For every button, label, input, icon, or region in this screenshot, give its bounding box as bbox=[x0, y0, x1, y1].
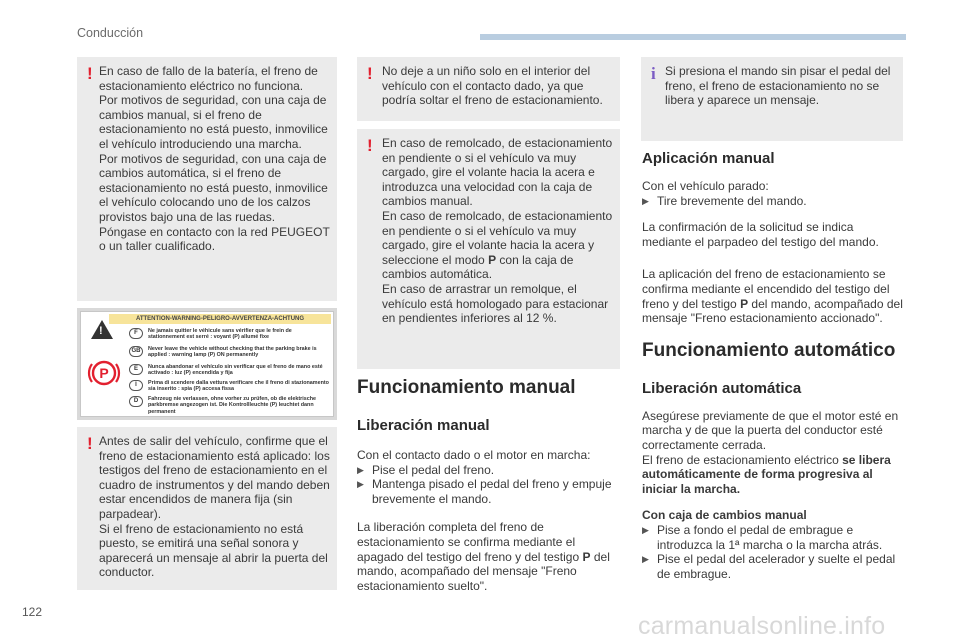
warning-text-exit: Antes de salir del vehículo, confirme que el freno de estacionamiento está aplicado: los testigos del freno de estacionamiento en el cuadro de instrumentos y del mando deben estar encendidos de manera fija (sin parpadear). Si el freno de estacionamiento no está puesto, se emitirá una señal sonora y aparecerá un mensaje al abrir la puerta del conductor. bbox=[99, 434, 330, 580]
list-item: ▶ Mantenga pisado el pedal del freno y empuje brevemente el mando. bbox=[357, 477, 612, 506]
warning-box-exit bbox=[77, 427, 337, 590]
label-row-gb: GB Never leave the vehicle without checking that the parking brake is applied : warning lamp (P) ON permanently bbox=[129, 346, 330, 359]
manual-application-confirmation: La aplicación del freno de estacionamiento se confirma mediante el encendido del testigo del freno y del testigo P del mando, acompañado del mensaje "Freno estacionamiento accionado". bbox=[642, 267, 903, 326]
warning-box-child bbox=[357, 57, 620, 121]
warning-text-towing: En caso de remolcado, de estacionamiento en pendiente o si el vehículo va muy cargado, gire el volante hacia la acera e introduzca una velocidad con la caja de cambios manual. En caso de remolcado, de estacionamiento en pendiente o si el vehículo va muy cargado, gire el volante hacia la acera y seleccione el modo P con la caja de cambios automática. En caso de arrastrar un remolque, el vehículo está homologado para estacionar en pendientes inferiores al 12 %. bbox=[382, 136, 613, 326]
header-bar bbox=[480, 34, 906, 40]
chapter-title: Conducción bbox=[77, 26, 144, 40]
warning-exclamation-icon: ! bbox=[367, 64, 373, 83]
list-item: ▶ Pise el pedal del freno. bbox=[357, 462, 495, 477]
heading-manual-application: Aplicación manual bbox=[642, 150, 775, 167]
automatic-release-description: El freno de estacionamiento eléctrico se libera automáticamente de forma progresiva al iniciar la marcha. bbox=[642, 452, 891, 496]
manual-application-intro: Con el vehículo parado: bbox=[642, 179, 769, 193]
heading-manual-operation: Funcionamiento manual bbox=[357, 377, 576, 398]
warning-exclamation-icon: ! bbox=[87, 434, 93, 453]
list-item: ▶ Tire brevemente del mando. bbox=[642, 193, 807, 208]
info-text-release: Si presiona el mando sin pisar el pedal del freno, el freno de estacionamiento no se libera y aparece un mensaje. bbox=[665, 64, 891, 108]
subheading-manual-release: Liberación manual bbox=[357, 417, 490, 434]
warning-exclamation-icon: ! bbox=[367, 136, 373, 155]
manual-gearbox-heading: Con caja de cambios manual bbox=[642, 508, 807, 523]
page-number: 122 bbox=[22, 605, 43, 619]
parking-brake-warning-label: ATTENTION-WARNING-PELIGRO-AVVERTENZA-ACHTUNG ! P F Ne jamais quitter le véhicule sans vérifier que le frein de stationnement est serré : voyant (P) allumé fixe GB Never leave the vehicle without checking that the parking brake is applied : warning lamp (P) ON permanently E Nunca abandonar el vehículo sin verificar que el freno de mano esté activado : luz (P) encendida y fija I Prima di scendere dalla vettura verificare che il freno di stazionamento sia inserito : spia (P) accesa fissa D Fahrzeug nie verlassen, ohne vorher zu prüfen, ob die elektrische parkbremse angezogen ist. Die Kontrollleuchte (P) leuchtet dann permanent bbox=[77, 308, 337, 420]
manual-application-blink: La confirmación de la solicitud se indica mediante el parpadeo del testigo del mando. bbox=[642, 220, 879, 249]
svg-text:P: P bbox=[99, 365, 109, 381]
heading-automatic-operation: Funcionamiento automático bbox=[642, 339, 896, 361]
parking-brake-icon bbox=[87, 356, 121, 390]
manual-release-intro: Con el contacto dado o el motor en marcha: bbox=[357, 448, 591, 462]
footer-watermark: carmanualsonline.info bbox=[638, 612, 886, 640]
manual-release-confirmation: La liberación completa del freno de estacionamiento se confirma mediante el apagado del testigo del freno y del testigo P del mando, acompañado del mensaje "Freno estacionamiento suelto". bbox=[357, 520, 610, 593]
warning-box-towing bbox=[357, 129, 620, 369]
label-row-fr: F Ne jamais quitter le véhicule sans vérifier que le frein de stationnement est serré : voyant (P) allumé fixe bbox=[129, 328, 330, 341]
list-item: ▶ Pise el pedal del acelerador y suelte el pedal de embrague. bbox=[642, 552, 896, 581]
warning-box-battery bbox=[77, 57, 337, 301]
label-banner: ATTENTION-WARNING-PELIGRO-AVVERTENZA-ACHTUNG bbox=[109, 314, 331, 324]
label-row-es: E Nunca abandonar el vehículo sin verificar que el freno de mano esté activado : luz (P) encendida y fija bbox=[129, 364, 330, 377]
warning-text-child: No deje a un niño solo en el interior del vehículo con el contacto dado, ya que podría soltar el freno de estacionamiento. bbox=[382, 64, 603, 108]
label-row-it: I Prima di scendere dalla vettura verificare che il freno di stazionamento sia inserito : spia (P) accesa fissa bbox=[129, 380, 330, 393]
info-icon: i bbox=[651, 64, 656, 83]
subheading-automatic-release: Liberación automática bbox=[642, 379, 802, 397]
label-row-de: D Fahrzeug nie verlassen, ohne vorher zu prüfen, ob die elektrische parkbremse angezogen ist. Die Kontrollleuchte (P) leuchtet dann permanent bbox=[129, 396, 330, 415]
warning-exclamation-icon: ! bbox=[87, 64, 93, 83]
automatic-release-precondition: Asegúrese previamente de que el motor esté en marcha y de que la puerta del conductor esté correctamente cerrada. bbox=[642, 408, 899, 452]
info-box-release bbox=[641, 57, 903, 141]
warning-text-battery: En caso de fallo de la batería, el freno de estacionamiento eléctrico no funciona. Por motivos de seguridad, con una caja de cambios manual, si el freno de estacionamiento no está puesto, inmovilice el vehículo introduciendo una marcha. Por motivos de seguridad, con una caja de cambios automática, si el freno de estacionamiento no está puesto, inmovilice el vehículo colocando uno de los calzos provistos bajo una de las ruedas. Póngase en contacto con la red PEUGEOT o un taller cualificado. bbox=[99, 64, 330, 254]
list-item: ▶ Pise a fondo el pedal de embrague e introduzca la 1ª marcha o la marcha atrás. bbox=[642, 522, 883, 552]
